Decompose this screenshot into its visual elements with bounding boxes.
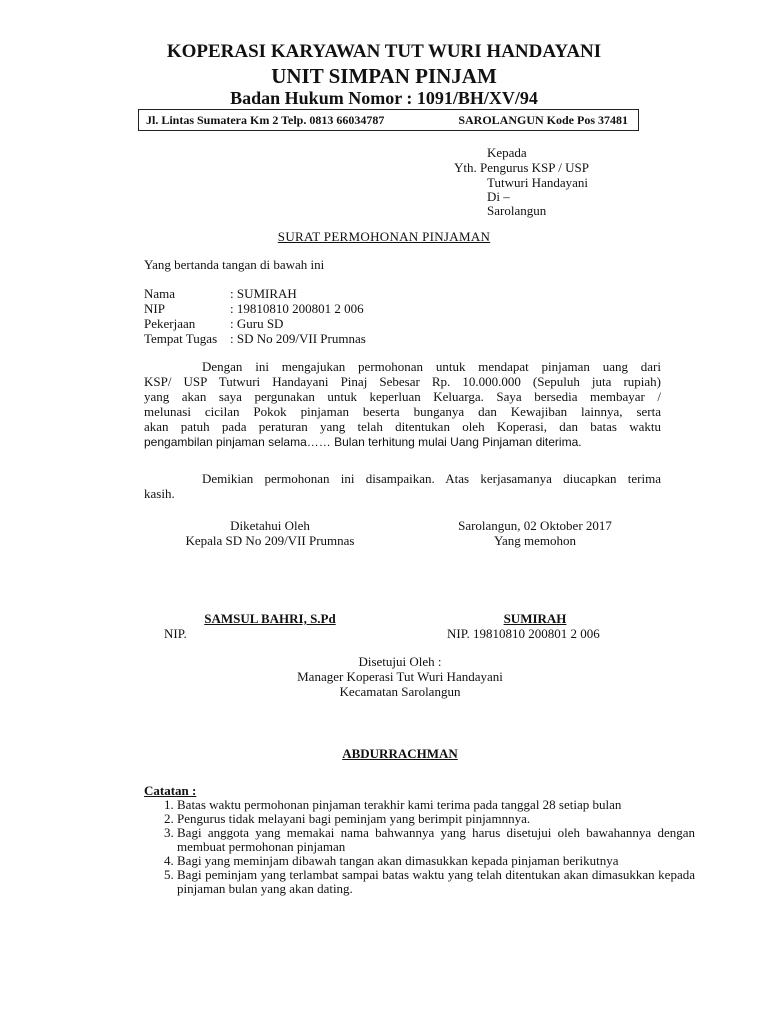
recipient-line-4: Di – bbox=[487, 189, 510, 204]
recipient-line-2: Yth. Pengurus KSP / USP bbox=[454, 160, 589, 175]
closing-paragraph bbox=[144, 471, 661, 501]
note-item: 1. Batas waktu permohonan pinjaman terakhir kami terima pada tanggal 28 setiap bulan bbox=[177, 798, 695, 812]
note-item: 5. Bagi peminjam yang terlambat sampai batas waktu yang telah ditentukan akan dimasukkan kepada pinjaman bulan yang akan dating. bbox=[177, 868, 695, 896]
sig-right-name: SUMIRAH bbox=[503, 611, 567, 626]
recipient-line-3: Tutwuri Handayani bbox=[487, 175, 588, 190]
field-value-tempat-tugas: : SD No 209/VII Prumnas bbox=[230, 331, 366, 346]
address-box bbox=[138, 109, 639, 131]
org-name: KOPERASI KARYAWAN TUT WURI HANDAYANI bbox=[166, 41, 602, 62]
field-value-nama: : SUMIRAH bbox=[230, 286, 297, 301]
sig-right-nip: NIP. 19810810 200801 2 006 bbox=[447, 626, 600, 641]
field-label-pekerjaan: Pekerjaan bbox=[144, 316, 196, 331]
recipient-line-1: Kepada bbox=[487, 145, 527, 160]
para1-line-5: akan patuh pada peraturan yang telah ditentukan oleh Koperasi, dan batas waktu bbox=[144, 419, 661, 434]
field-label-tempat-tugas: Tempat Tugas bbox=[144, 331, 218, 346]
approved-role-2: Kecamatan Sarolangun bbox=[339, 684, 461, 699]
sig-right-place-date: Sarolangun, 02 Oktober 2017 bbox=[458, 518, 612, 533]
recipient-line-5: Sarolangun bbox=[487, 203, 547, 218]
field-value-pekerjaan: : Guru SD bbox=[230, 316, 284, 331]
para1-line-4: melunasi cicilan Pokok pinjaman beserta bunganya dan Kewajiban lainnya, serta bbox=[144, 404, 661, 419]
sig-right-role: Yang memohon bbox=[493, 533, 577, 548]
approved-name: ABDURRACHMAN bbox=[342, 746, 458, 761]
notes-list bbox=[143, 798, 695, 896]
sig-left-name: SAMSUL BAHRI, S.Pd bbox=[204, 611, 336, 626]
field-label-nip: NIP bbox=[144, 301, 165, 316]
para1-line-2: KSP/ USP Tutwuri Handayani Pinaj Sebesar Rp. 10.000.000 (Sepuluh juta rupiah) bbox=[144, 374, 661, 389]
notes-heading: Catatan : bbox=[144, 783, 197, 798]
approved-title: Disetujui Oleh : bbox=[358, 654, 442, 669]
para1-line-6b: Bulan terhitung mulai Uang Pinjaman diterima. bbox=[330, 435, 582, 449]
para2-line-1: Demikian permohonan ini disampaikan. Atas kerjasamanya diucapkan terima bbox=[202, 471, 661, 486]
address-city: SAROLANGUN Kode Pos 37481 bbox=[458, 112, 628, 127]
para1-line-1: Dengan ini mengajukan permohonan untuk mendapat pinjaman uang dari bbox=[202, 359, 661, 374]
para2-line-2: kasih. bbox=[144, 486, 175, 501]
request-paragraph bbox=[144, 359, 661, 450]
address-street: Jl. Lintas Sumatera Km 2 Telp. 0813 66034787 bbox=[146, 112, 385, 127]
para1-line-6a: pengambilan pinjaman selama…… bbox=[144, 435, 331, 449]
letter-title: SURAT PERMOHONAN PINJAMAN bbox=[277, 229, 491, 244]
approved-role-1: Manager Koperasi Tut Wuri Handayani bbox=[297, 669, 503, 684]
note-item: 4. Bagi yang meminjam dibawah tangan akan dimasukkan kepada pinjaman berikutnya bbox=[177, 854, 695, 868]
field-label-nama: Nama bbox=[144, 286, 176, 301]
intro-text: Yang bertanda tangan di bawah ini bbox=[144, 257, 325, 272]
para1-line-3: yang akan saya pergunakan untuk keperluan Keluarga. Saya bersedia membayar / bbox=[144, 389, 661, 404]
legal-entity-number: Badan Hukum Nomor : 1091/BH/XV/94 bbox=[230, 88, 538, 108]
sig-left-title: Diketahui Oleh bbox=[230, 518, 310, 533]
note-item: 3. Bagi anggota yang memakai nama bahwannya yang harus disetujui oleh bawahannya dengan membuat permohonan pinjaman bbox=[177, 826, 695, 854]
org-unit: UNIT SIMPAN PINJAM bbox=[271, 64, 497, 88]
note-item: 2. Pengurus tidak melayani bagi peminjam yang berimpit pinjamnnya. bbox=[177, 812, 695, 826]
field-value-nip: : 19810810 200801 2 006 bbox=[230, 301, 364, 316]
sig-left-nip: NIP. bbox=[164, 626, 187, 641]
sig-left-role: Kepala SD No 209/VII Prumnas bbox=[185, 533, 355, 548]
